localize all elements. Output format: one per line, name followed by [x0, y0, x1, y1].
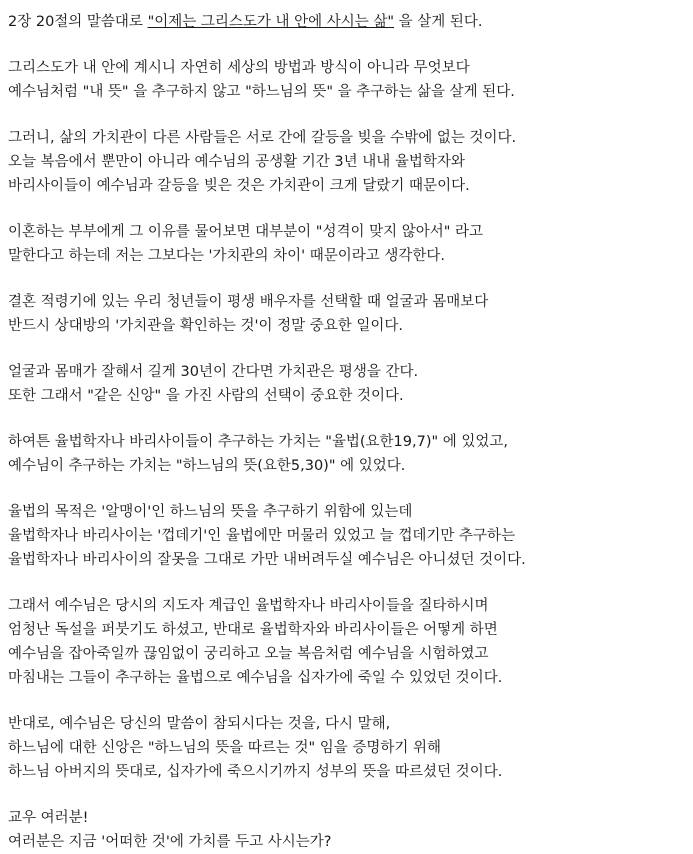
paragraph [8, 594, 685, 690]
text-line [8, 454, 685, 478]
text-run: 오늘 복음에서 뿐만이 아니라 예수님의 공생활 기간 3년 내내 율법학자와 [8, 154, 465, 170]
text-line [8, 244, 685, 268]
text-run: 하여튼 율법학자나 바리사이들이 추구하는 가치는 "율법(요한19,7)" 에 있었고, [8, 434, 509, 450]
paragraph [8, 500, 685, 572]
text-line [8, 10, 685, 34]
paragraph-list [8, 10, 685, 854]
text-line [8, 618, 685, 642]
text-line [8, 736, 685, 760]
text-run: 바리사이들이 예수님과 갈등을 빚은 것은 가치관이 크게 달랐기 때문이다. [8, 178, 470, 194]
text-run: 을 살게 된다. [394, 14, 483, 30]
text-line [8, 642, 685, 666]
text-run: 그래서 예수님은 당시의 지도자 계급인 율법학자나 바리사이들을 질타하시며 [8, 598, 489, 614]
text-run: 하느님에 대한 신앙은 "하느님의 뜻을 따르는 것" 임을 증명하기 위해 [8, 740, 442, 756]
text-run: 엄청난 독설을 퍼붓기도 하셨고, 반대로 율법학자와 바리사이들은 어떻게 하면 [8, 622, 498, 638]
text-run: 그러니, 삶의 가치관이 다른 사람들은 서로 간에 갈등을 빚을 수밖에 없는 것이다. [8, 130, 517, 146]
text-line [8, 314, 685, 338]
text-line [8, 384, 685, 408]
text-line [8, 220, 685, 244]
text-line [8, 830, 685, 854]
text-line [8, 760, 685, 784]
paragraph [8, 10, 685, 34]
paragraph [8, 712, 685, 784]
paragraph [8, 220, 685, 268]
text-run: 또한 그래서 "같은 신앙" 을 가진 사람의 선택이 중요한 것이다. [8, 388, 404, 404]
text-line [8, 290, 685, 314]
emphasized-text: "이제는 그리스도가 내 안에 사시는 삶" [147, 14, 395, 30]
text-run: 반드시 상대방의 '가치관을 확인하는 것'이 정말 중요한 일이다. [8, 318, 404, 334]
text-line [8, 524, 685, 548]
text-line [8, 500, 685, 524]
text-run: 그리스도가 내 안에 계시니 자연히 세상의 방법과 방식이 아니라 무엇보다 [8, 60, 470, 76]
text-run: 말한다고 하는데 저는 그보다는 '가치관의 차이' 때문이라고 생각한다. [8, 248, 446, 264]
text-line [8, 150, 685, 174]
paragraph [8, 360, 685, 408]
text-run: 이혼하는 부부에게 그 이유를 물어보면 대부분이 "성격이 맞지 않아서" 라고 [8, 224, 484, 240]
text-run: 율법학자나 바리사이는 '껍데기'인 율법에만 머물러 있었고 늘 껍데기만 추구하는 [8, 528, 516, 544]
text-line [8, 548, 685, 572]
text-run: 여러분은 지금 '어떠한 것'에 가치를 두고 사시는가? [8, 834, 332, 850]
text-run: 율법의 목적은 '알맹이'인 하느님의 뜻을 추구하기 위함에 있는데 [8, 504, 413, 520]
text-run: 마침내는 그들이 추구하는 율법으로 예수님을 십자가에 죽일 수 있었던 것이다. [8, 670, 503, 686]
paragraph [8, 430, 685, 478]
text-run: 2장 20절의 말씀대로 [8, 14, 148, 30]
text-line [8, 430, 685, 454]
text-run: 반대로, 예수님은 당신의 말씀이 참되시다는 것을, 다시 말해, [8, 716, 391, 732]
text-line [8, 666, 685, 690]
text-run: 예수님처럼 "내 뜻" 을 추구하지 않고 "하느님의 뜻" 을 추구하는 삶을 살게 된다. [8, 84, 515, 100]
text-run: 얼굴과 몸매가 잘해서 길게 30년이 간다면 가치관은 평생을 간다. [8, 364, 419, 380]
text-line [8, 174, 685, 198]
text-line [8, 80, 685, 104]
text-run: 결혼 적령기에 있는 우리 청년들이 평생 배우자를 선택할 때 얼굴과 몸매보다 [8, 294, 489, 310]
text-run: 예수님이 추구하는 가치는 "하느님의 뜻(요한5,30)" 에 있었다. [8, 458, 406, 474]
paragraph [8, 290, 685, 338]
text-run: 예수님을 잡아죽일까 끊임없이 궁리하고 오늘 복음처럼 예수님을 시험하였고 [8, 646, 489, 662]
text-line [8, 56, 685, 80]
text-line [8, 360, 685, 384]
paragraph [8, 56, 685, 104]
text-line [8, 712, 685, 736]
text-line [8, 126, 685, 150]
paragraph [8, 126, 685, 198]
text-run: 하느님 아버지의 뜻대로, 십자가에 죽으시기까지 성부의 뜻을 따르셨던 것이다. [8, 764, 503, 780]
text-line [8, 594, 685, 618]
text-run: 교우 여러분! [8, 810, 89, 826]
text-run: 율법학자나 바리사이의 잘못을 그대로 가만 내버려두실 예수님은 아니셨던 것이다. [8, 552, 526, 568]
paragraph [8, 806, 685, 854]
text-line [8, 806, 685, 830]
